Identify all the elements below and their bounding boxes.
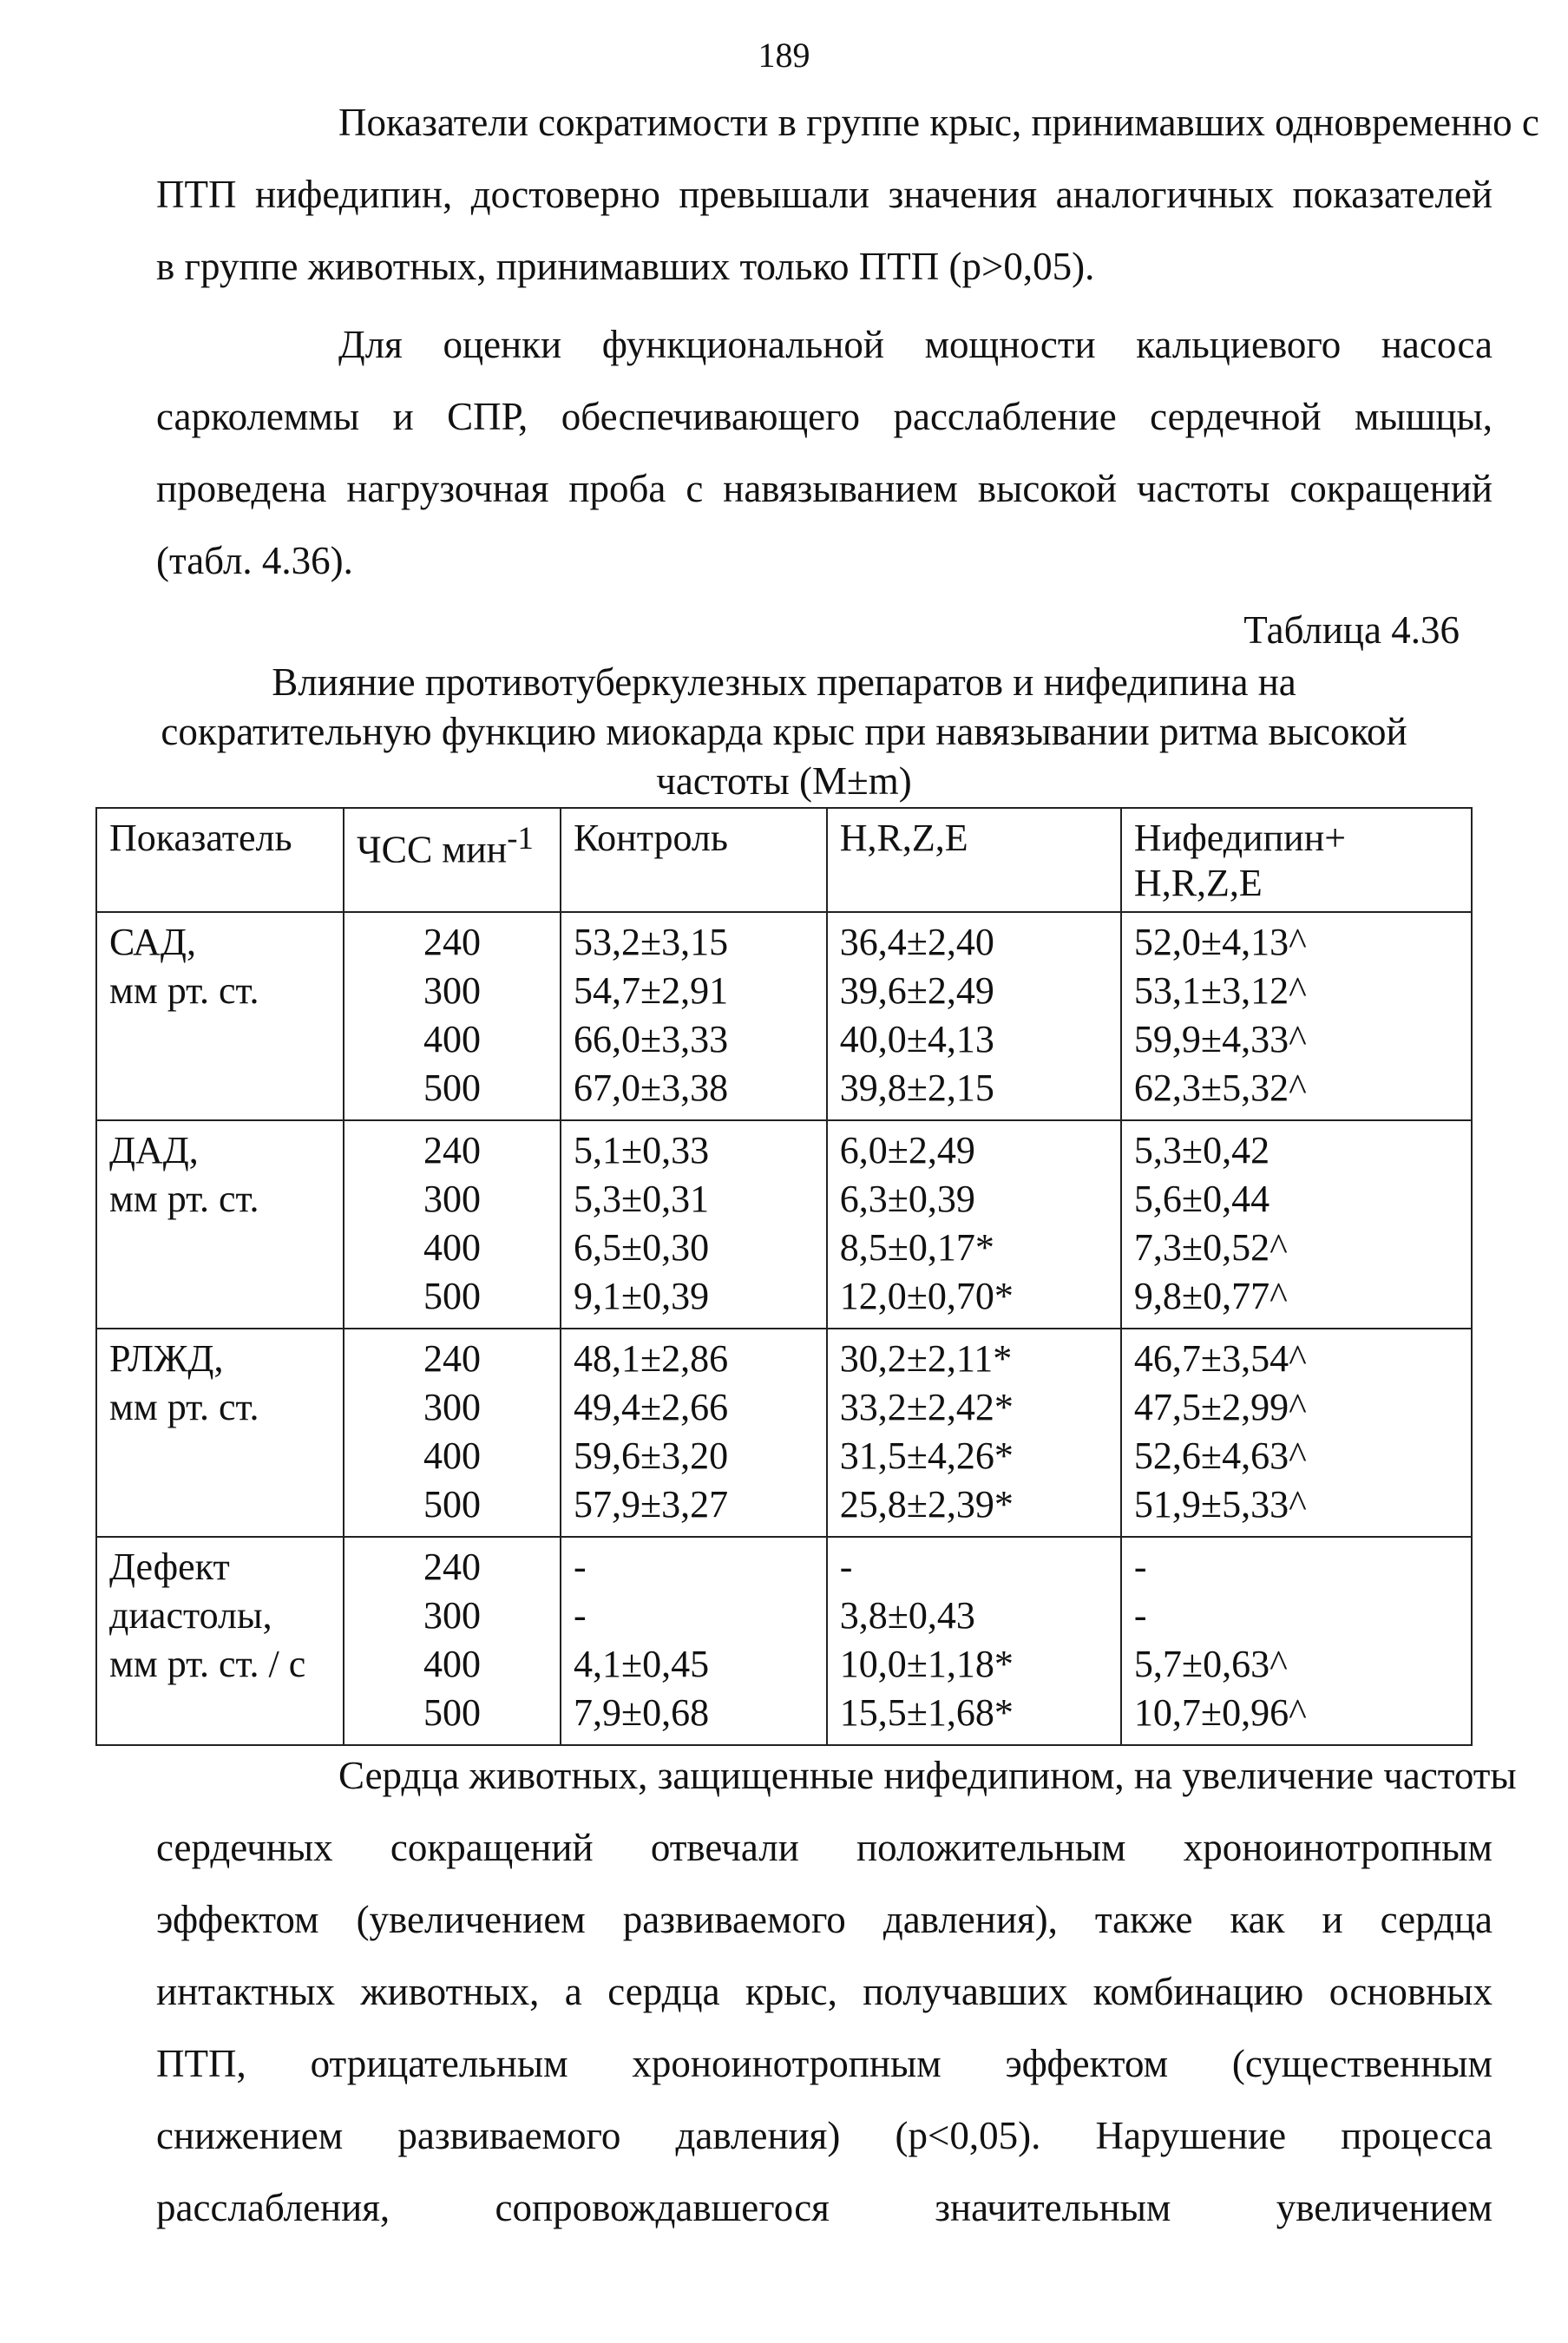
control-cell xyxy=(561,1329,827,1537)
hrze-value: 33,2±2,42* xyxy=(839,1386,1014,1428)
nifedipine-value: 47,5±2,99^ xyxy=(1133,1386,1307,1428)
control-value: 66,0±3,33 xyxy=(574,1018,729,1060)
table-row xyxy=(96,1329,1472,1537)
freq-value: 300 xyxy=(423,969,481,1012)
text-line: эффектом (увеличением развиваемого давления), также как и сердца xyxy=(156,1898,1493,1941)
control-value: 54,7±2,91 xyxy=(574,969,729,1012)
text-line: в группе животных, принимавших только ПТП (p>0,05). xyxy=(156,245,1095,288)
freq-value: 400 xyxy=(423,1434,481,1477)
nifedipine-value: 5,7±0,63^ xyxy=(1133,1643,1288,1685)
freq-value: 500 xyxy=(423,1691,481,1734)
text-line: Показатели сократимости в группе крыс, принимавших одновременно с xyxy=(338,101,1539,144)
control-value: 49,4±2,66 xyxy=(574,1386,729,1428)
param-label: РЛЖД, xyxy=(109,1337,224,1380)
hrze-cell xyxy=(827,1537,1121,1745)
nifedipine-value: 5,6±0,44 xyxy=(1133,1178,1270,1220)
table-row xyxy=(96,1537,1472,1745)
hrze-value: 36,4±2,40 xyxy=(839,921,994,963)
table-title-line: сократительную функцию миокарда крыс при навязывании ритма высокой xyxy=(161,710,1407,753)
freq-value: 300 xyxy=(423,1386,481,1428)
freq-value: 500 xyxy=(423,1066,481,1109)
freq-value: 300 xyxy=(423,1594,481,1637)
hrze-value: 6,3±0,39 xyxy=(839,1178,975,1220)
nifedipine-value: 62,3±5,32^ xyxy=(1133,1066,1307,1109)
nifedipine-value: - xyxy=(1133,1546,1147,1588)
text-line: (табл. 4.36). xyxy=(156,539,353,582)
nifedipine-value: 52,6±4,63^ xyxy=(1133,1434,1307,1477)
text-line: сарколеммы и СПР, обеспечивающего расслабление сердечной мышцы, xyxy=(156,395,1493,438)
header-hrze: H,R,Z,E xyxy=(827,808,1121,912)
param-label: САД, xyxy=(109,921,196,963)
hrze-value: 39,8±2,15 xyxy=(839,1066,994,1109)
table-title-line: Влияние противотуберкулезных препаратов и нифедипина на xyxy=(272,660,1296,704)
nifedipine-value: - xyxy=(1133,1594,1147,1637)
text-line: снижением развиваемого давления) (p<0,05). Нарушение процесса xyxy=(156,2114,1493,2157)
nifedipine-cell xyxy=(1121,1120,1472,1329)
hrze-value: 3,8±0,43 xyxy=(839,1594,975,1637)
nifedipine-cell xyxy=(1121,1537,1472,1745)
param-unit: мм рт. ст. / с xyxy=(109,1643,306,1685)
freq-value: 400 xyxy=(423,1018,481,1060)
text-line: ПТП нифедипин, достоверно превышали значения аналогичных показателей xyxy=(156,173,1493,216)
control-value: 5,1±0,33 xyxy=(574,1129,710,1172)
nifedipine-value: 52,0±4,13^ xyxy=(1133,921,1307,963)
param-cell xyxy=(96,1120,344,1329)
header-freq-text: ЧСС мин xyxy=(357,828,508,871)
control-value: 7,9±0,68 xyxy=(574,1691,710,1734)
param-cell xyxy=(96,1329,344,1537)
hrze-value: - xyxy=(839,1546,853,1588)
nifedipine-cell xyxy=(1121,1329,1472,1537)
table-caption: Таблица 4.36 xyxy=(1243,608,1460,652)
param-label: диастолы, xyxy=(109,1594,272,1637)
hrze-value: 39,6±2,49 xyxy=(839,969,994,1012)
hrze-value: 10,0±1,18* xyxy=(839,1643,1014,1685)
nifedipine-value: 7,3±0,52^ xyxy=(1133,1226,1288,1269)
data-table xyxy=(95,807,1473,1746)
hrze-value: 12,0±0,70* xyxy=(839,1275,1014,1317)
header-nif-line: H,R,Z,E xyxy=(1133,862,1263,904)
control-value: 57,9±3,27 xyxy=(574,1483,729,1526)
hrze-cell xyxy=(827,912,1121,1120)
paragraph-3 xyxy=(156,1740,1517,2244)
hrze-value: 6,0±2,49 xyxy=(839,1129,975,1172)
control-value: 53,2±3,15 xyxy=(574,921,729,963)
table-header-row xyxy=(96,808,1472,912)
freq-value: 500 xyxy=(423,1483,481,1526)
param-label: Дефект xyxy=(109,1546,230,1588)
freq-cell xyxy=(344,1537,561,1745)
hrze-value: 15,5±1,68* xyxy=(839,1691,1014,1734)
nifedipine-value: 46,7±3,54^ xyxy=(1133,1337,1307,1380)
control-cell xyxy=(561,1537,827,1745)
control-value: 5,3±0,31 xyxy=(574,1178,710,1220)
freq-cell xyxy=(344,1120,561,1329)
header-nifedipine xyxy=(1121,808,1472,912)
control-value: 59,6±3,20 xyxy=(574,1434,729,1477)
paragraph-2 xyxy=(156,309,1493,597)
hrze-value: 8,5±0,17* xyxy=(839,1226,994,1269)
param-unit: мм рт. ст. xyxy=(109,1178,259,1220)
nifedipine-value: 5,3±0,42 xyxy=(1133,1129,1270,1172)
text-line: расслабления, сопровождавшегося значительным увеличением xyxy=(156,2186,1493,2229)
control-value: 6,5±0,30 xyxy=(574,1226,710,1269)
freq-value: 240 xyxy=(423,1546,481,1588)
nifedipine-value: 59,9±4,33^ xyxy=(1133,1018,1307,1060)
header-control: Контроль xyxy=(561,808,827,912)
table-row xyxy=(96,912,1472,1120)
control-cell xyxy=(561,912,827,1120)
freq-value: 400 xyxy=(423,1226,481,1269)
control-value: - xyxy=(574,1546,587,1588)
control-value: 9,1±0,39 xyxy=(574,1275,710,1317)
text-line: сердечных сокращений отвечали положительным хроноинотропным xyxy=(156,1826,1493,1869)
hrze-value: 40,0±4,13 xyxy=(839,1018,994,1060)
table-title-line: частоты (M±m) xyxy=(656,759,912,803)
param-cell xyxy=(96,912,344,1120)
param-cell xyxy=(96,1537,344,1745)
hrze-cell xyxy=(827,1120,1121,1329)
control-value: 67,0±3,38 xyxy=(574,1066,729,1109)
table-row xyxy=(96,1120,1472,1329)
text-line: Для оценки функциональной мощности кальциевого насоса xyxy=(338,323,1493,366)
page-number: 189 xyxy=(758,36,810,75)
freq-value: 240 xyxy=(423,1337,481,1380)
control-value: 4,1±0,45 xyxy=(574,1643,710,1685)
freq-cell xyxy=(344,1329,561,1537)
freq-value: 300 xyxy=(423,1178,481,1220)
hrze-cell xyxy=(827,1329,1121,1537)
header-param: Показатель xyxy=(96,808,344,912)
nifedipine-value: 9,8±0,77^ xyxy=(1133,1275,1288,1317)
text-line: проведена нагрузочная проба с навязыванием высокой частоты сокращений xyxy=(156,467,1493,510)
param-label: ДАД, xyxy=(109,1129,199,1172)
freq-value: 400 xyxy=(423,1643,481,1685)
control-value: 48,1±2,86 xyxy=(574,1337,729,1380)
freq-value: 240 xyxy=(423,921,481,963)
table-title xyxy=(95,658,1473,806)
freq-value: 240 xyxy=(423,1129,481,1172)
header-freq-sup: -1 xyxy=(507,820,534,856)
text-line: Сердца животных, защищенные нифедипином, на увеличение частоты xyxy=(338,1754,1517,1797)
header-freq xyxy=(344,808,561,912)
text-line: интактных животных, а сердца крыс, получавших комбинацию основных xyxy=(156,1970,1493,2013)
freq-value: 500 xyxy=(423,1275,481,1317)
nifedipine-value: 51,9±5,33^ xyxy=(1133,1483,1307,1526)
hrze-value: 30,2±2,11* xyxy=(839,1337,1013,1380)
hrze-value: 31,5±4,26* xyxy=(839,1434,1014,1477)
text-line: ПТП, отрицательным хроноинотропным эффектом (существенным xyxy=(156,2042,1493,2085)
header-nif-line: Нифедипин+ xyxy=(1133,817,1347,859)
nifedipine-cell xyxy=(1121,912,1472,1120)
freq-cell xyxy=(344,912,561,1120)
hrze-value: 25,8±2,39* xyxy=(839,1483,1014,1526)
param-unit: мм рт. ст. xyxy=(109,969,259,1012)
control-cell xyxy=(561,1120,827,1329)
paragraph-1 xyxy=(156,87,1539,303)
nifedipine-value: 10,7±0,96^ xyxy=(1133,1691,1307,1734)
control-value: - xyxy=(574,1594,587,1637)
param-unit: мм рт. ст. xyxy=(109,1386,259,1428)
nifedipine-value: 53,1±3,12^ xyxy=(1133,969,1307,1012)
